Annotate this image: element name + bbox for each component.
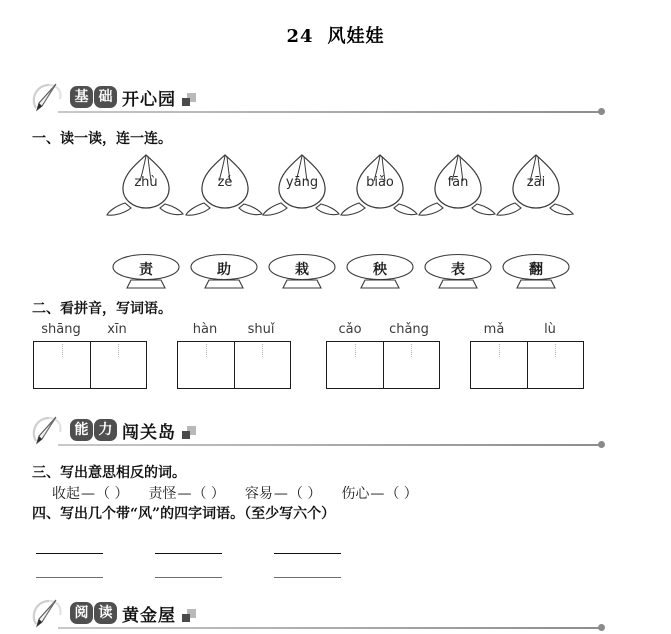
writing-grid[interactable] bbox=[470, 341, 584, 389]
character-oval[interactable] bbox=[500, 253, 572, 293]
pinyin-peach[interactable] bbox=[259, 148, 345, 220]
character-text: 秧 bbox=[373, 262, 387, 278]
character-text: 责 bbox=[139, 262, 153, 278]
antonym-blank[interactable]: （ ） bbox=[192, 486, 225, 502]
writing-cell[interactable] bbox=[527, 342, 584, 388]
antonym-blank[interactable]: （ ） bbox=[96, 486, 129, 502]
section-rule bbox=[58, 444, 600, 446]
writing-cell[interactable] bbox=[383, 342, 440, 388]
section-title: 黄金屋 bbox=[122, 605, 176, 626]
pinyin-label: lù bbox=[544, 322, 556, 337]
pinyin-label: shāng bbox=[41, 322, 81, 337]
antonym-item[interactable] bbox=[341, 486, 417, 502]
section-badge: 读 bbox=[94, 602, 117, 624]
section-badge: 力 bbox=[94, 419, 117, 441]
page-title bbox=[0, 22, 671, 48]
writing-cell[interactable] bbox=[34, 342, 90, 388]
lesson-title: 风娃娃 bbox=[327, 26, 385, 47]
pinyin-peach[interactable] bbox=[415, 148, 501, 220]
character-text: 翻 bbox=[529, 262, 543, 278]
answer-blank[interactable] bbox=[36, 553, 103, 554]
antonym-blank[interactable]: （ ） bbox=[288, 486, 322, 502]
antonym-blank[interactable]: （ ） bbox=[385, 486, 418, 502]
antonym-dash: — bbox=[177, 486, 192, 502]
section-header-basics bbox=[32, 82, 632, 116]
section-rule bbox=[58, 111, 600, 113]
answer-blank[interactable] bbox=[36, 577, 103, 578]
writing-cell[interactable] bbox=[234, 342, 291, 388]
brush-icon bbox=[32, 598, 66, 630]
writing-grid[interactable] bbox=[33, 341, 147, 389]
antonym-word: 收起 bbox=[52, 486, 80, 502]
pinyin-text: yāng bbox=[285, 175, 319, 190]
antonym-word: 伤心 bbox=[341, 486, 370, 502]
antonym-word: 责怪 bbox=[148, 486, 177, 502]
pinyin-label: mǎ bbox=[483, 322, 505, 337]
section-rule-dot bbox=[598, 624, 605, 631]
pinyin-text: zé bbox=[217, 175, 233, 190]
pinyin-label: chǎng bbox=[389, 322, 429, 337]
section-rule bbox=[58, 627, 600, 629]
exercise3-prompt: 三、写出意思相反的词。 bbox=[32, 465, 186, 481]
writing-grid[interactable] bbox=[326, 341, 440, 389]
pinyin-text: zhù bbox=[134, 175, 158, 190]
answer-blank[interactable] bbox=[155, 553, 222, 554]
pinyin-text: biǎo bbox=[366, 175, 394, 190]
pinyin-label: xīn bbox=[107, 322, 127, 337]
character-oval[interactable] bbox=[188, 253, 260, 293]
square-marker-icon bbox=[182, 93, 196, 106]
antonym-dash: — bbox=[273, 486, 288, 502]
writing-cell[interactable] bbox=[471, 342, 527, 388]
section-rule-dot bbox=[598, 108, 605, 115]
section-title: 闯关岛 bbox=[122, 422, 176, 443]
section-header-ability bbox=[32, 415, 632, 449]
antonym-item[interactable] bbox=[245, 486, 321, 502]
antonym-dash: — bbox=[370, 486, 385, 502]
section-badges bbox=[70, 84, 196, 110]
exercise1-pinyin-row bbox=[0, 148, 671, 228]
brush-icon bbox=[32, 415, 66, 447]
character-text: 栽 bbox=[295, 262, 309, 278]
brush-icon bbox=[32, 82, 66, 114]
square-marker-icon bbox=[182, 609, 196, 622]
antonym-item[interactable] bbox=[148, 486, 224, 502]
pinyin-peach[interactable] bbox=[182, 148, 268, 220]
exercise1-prompt: 一、读一读，连一连。 bbox=[32, 131, 172, 147]
character-oval[interactable] bbox=[110, 253, 182, 293]
antonym-dash: — bbox=[81, 486, 95, 502]
exercise4-prompt: 四、写出几个带“风”的四字词语。（至少写六个） bbox=[32, 506, 336, 522]
answer-blank[interactable] bbox=[274, 577, 341, 578]
section-badges bbox=[70, 600, 196, 626]
antonym-word: 容易 bbox=[244, 486, 273, 502]
answer-blank[interactable] bbox=[274, 553, 341, 554]
section-title: 开心园 bbox=[122, 89, 176, 110]
section-badges bbox=[70, 417, 196, 443]
pinyin-peach[interactable] bbox=[103, 148, 189, 220]
exercise1-character-row bbox=[0, 253, 671, 297]
character-oval[interactable] bbox=[266, 253, 338, 293]
writing-grid[interactable] bbox=[177, 341, 291, 389]
pinyin-label: cǎo bbox=[338, 322, 362, 337]
section-badge: 阅 bbox=[70, 602, 93, 624]
section-badge: 基 bbox=[70, 86, 93, 108]
section-rule-dot bbox=[598, 441, 605, 448]
section-badge: 础 bbox=[94, 86, 117, 108]
pinyin-text: fān bbox=[447, 175, 469, 190]
pinyin-text: zāi bbox=[526, 175, 546, 190]
section-badge: 能 bbox=[70, 419, 93, 441]
section-header-reading bbox=[32, 598, 632, 632]
pinyin-peach[interactable] bbox=[493, 148, 579, 220]
exercise2-prompt: 二、看拼音，写词语。 bbox=[32, 301, 172, 317]
pinyin-label: shuǐ bbox=[247, 322, 275, 337]
writing-cell[interactable] bbox=[327, 342, 383, 388]
writing-cell[interactable] bbox=[90, 342, 147, 388]
writing-cell[interactable] bbox=[178, 342, 234, 388]
pinyin-label: hàn bbox=[192, 322, 218, 337]
character-oval[interactable] bbox=[344, 253, 416, 293]
character-oval[interactable] bbox=[422, 253, 494, 293]
pinyin-peach[interactable] bbox=[337, 148, 423, 220]
character-text: 表 bbox=[451, 262, 465, 278]
answer-blank[interactable] bbox=[155, 577, 222, 578]
exercise3-answer-line bbox=[52, 483, 438, 503]
character-text: 助 bbox=[217, 262, 231, 278]
square-marker-icon bbox=[182, 426, 196, 439]
antonym-item[interactable] bbox=[52, 486, 128, 502]
lesson-number: 24 bbox=[286, 26, 314, 47]
